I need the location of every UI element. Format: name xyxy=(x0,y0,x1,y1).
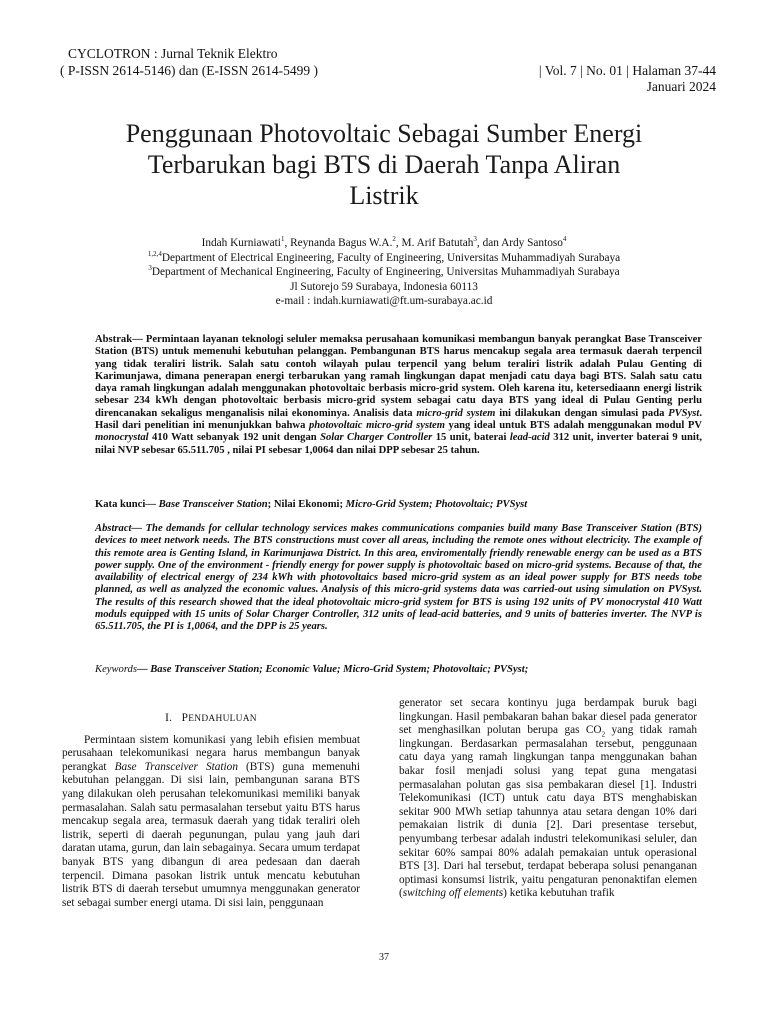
paper-title xyxy=(40,118,728,211)
author-list: Indah Kurniawati$^1$, Reynanda Bagus W.A.$^2$, M. Arif Batutah$^3$, dan Ardy Santoso$^4$ xyxy=(201,235,567,249)
keywords-english: Keywords— Base Transceiver Station; Economic Value; Micro-Grid System; Photovoltaic; PVSyst; xyxy=(95,664,529,675)
affiliation-mechanical: $^3$Department of Mechanical Engineering, Faculty of Engineering, Universitas Muhammadiyah Surabaya xyxy=(148,264,620,278)
kata-kunci: Kata kunci— Base Transceiver Station; Nilai Ekonomi; Micro-Grid System; Photovoltaic; PVSyst xyxy=(95,499,528,510)
intro-paragraph: Permintaan sistem komunikasi yang lebih efisien membuat perusahaan telekomunikasi negara harus membangun banyak perangkat Base Transceiver Station (BTS) guna memenuhi kebutuhan pelanggan. Di sisi lain, pembangunan sarana BTS yang dilakukan oleh perusahan telekomunikasi memiliki banyak permasalahan. Salah satu permasalahan tersebut yaitu BTS harus mencakup segala area, termasuk daerah yang tidak teraliri oleh listrik, seperti di daerah pegunungan, pulau yang jauh dari daratan utama, gurun, dan lain sebagainya. Secara umum terdapat banyak BTS yang dibangun di area pedesaan dan daerah terpencil. Dimana pasokan listrik untuk mencatu kebutuhan listrik BTS di daerah tersebut umumnya menggunakan generator set sebagai sumber energi utama. Di sisi lain, penggunaan xyxy=(62,733,360,909)
abstrak-paragraph: Abstrak— Permintaan layanan teknologi seluler memaksa perusahaan komunikasi membangun banyak perangkat Base Transceiver Station (BTS) untuk memenuhi kebutuhan pelanggan. Pembangunan BTS harus mencakup segala area termasuk daerah terpencil yang tidak teraliri listrik. Salah satu contoh wilayah pulau terpencil yang belum teraliri listrik adalah Pulau Genting di Karimunjawa, dimana penerapan energi terbarukan yang ramah lingkungan dapat menjadi catu daya bagi BTS. Salah satu catu daya ramah lingkungan adalah menggunakan photovoltaic berbasis micro-grid system. Oleh karena itu, ketersediaann energi listrik sebesar 234 kWh dengan photovoltaic berbasis micro-grid system sebagai catu daya BTS yang ideal di Pulau Genting perlu direncanakan sekaligus menganalisis nilai ekonominya. Analisis data micro-grid system ini dilakukan dengan simulasi pada PVSyst. Hasil dari penelitian ini menunjukkan bahwa photovoltaic micro-grid system yang ideal untuk BTS adalah menggunakan modul PV monocrystal 410 Watt sebanyak 192 unit dengan Solar Charger Controller 15 unit, baterai lead-acid 312 unit, inverter baterai 9 unit, nilai NVP sebesar 65.511.705 , nilai PI sebesar 1,0064 dan nilai DPP sebesar 25 tahun. xyxy=(95,334,703,456)
journal-name: CYCLOTRON : Jurnal Teknik Elektro xyxy=(68,46,278,61)
section-heading: I. PENDAHULUAN xyxy=(165,712,257,724)
affiliation-electrical: $^{1,2,4}$Department of Electrical Engineering, Faculty of Engineering, Universitas Muhammadiyah Surabaya xyxy=(147,249,621,264)
title-line: Penggunaan Photovoltaic Sebagai Sumber Energi xyxy=(125,119,643,148)
intro-paragraph-cont: generator set secara kontinyu juga berdampak buruk bagi lingkungan. Hasil pembakaran bahan bakar diesel pada generator set menghasilkan polutan berupa gas $CO_2$ yang tidak ramah lingkungan. Berdasarkan permasalahan tersebut, penggunaan catu daya yang ramah lingkungan tanpa menggunakan bahan bakar fosil menjadi solusi yang tepat guna mengatasi permasalahan polutan gas sisa pembakaran diesel [1]. Industri Telekomunikasi (ICT) untuk catu daya BTS menghabiskan sekitar 900 MWh setiap tahunnya atau setara dengan 10% dari pemakaian listrik di dunia [2]. Dari presentase tersebut, penyumbang terbesar adalah industri telekomunikasi seluler, dan sekitar 60% sampai 80% adalah pemakaian untuk operasional BTS [3]. Dari hal tersebut, terdapat beberapa solusi penanganan optimasi konsumsi listrik, yaitu pengaturan penonaktifan elemen (switching off elements) ketika kebutuhan trafik xyxy=(399,697,697,900)
volume-info: | Vol. 7 | No. 01 | Halaman 37-44 xyxy=(538,63,716,78)
issn-line: ( P-ISSN 2614-5146) dan (E-ISSN 2614-5499 ) xyxy=(60,63,318,78)
title-line: Terbarukan bagi BTS di Daerah Tanpa Aliran xyxy=(147,150,621,179)
page-number: 37 xyxy=(379,952,389,963)
abstract-english: Abstract— The demands for cellular technology services makes communications companies build many Base Transceiver Station (BTS) devices to meet network needs. The BTS constructions must cover all areas, including the remote ones without electricity. The example of this remote area is Genting Island, in Karimunjawa District. In this area, enviromentally friendly renewable energy can be used as a BTS power supply. One of the environment - friendly energy for power supply is photovoltaic based on micro-grid systems. Because of that, the availability of electrical energy of 234 kWh with photovoltaics based micro-grid system as an ideal power supply for BTS needs tobe planned, as well as analyzed the economic values. Analysis of this micro-grid systems data was carried-out using simulation on PVSyst. The results of this research showed that the ideal photovoltaic micro-grid system for BTS is using 192 units of PV monocrystal 410 Watt moduls equipped with 15 units of Solar Charger Controller, 312 units of lead-acid batteries, and 9 units of batteries inverter. The NVP is 65.511.705, the PI is 1,0064, and the DPP is 25 years. xyxy=(95,523,702,633)
title-line: Listrik xyxy=(349,181,419,210)
author-block xyxy=(60,236,708,309)
address: Jl Sutorejo 59 Surabaya, Indonesia 60113 xyxy=(290,280,478,293)
right-column xyxy=(399,697,697,901)
email: e-mail : indah.kurniawati@ft.um-surabaya.ac.id xyxy=(275,295,493,307)
issue-date: Januari 2024 xyxy=(646,79,716,94)
left-column xyxy=(62,701,360,910)
